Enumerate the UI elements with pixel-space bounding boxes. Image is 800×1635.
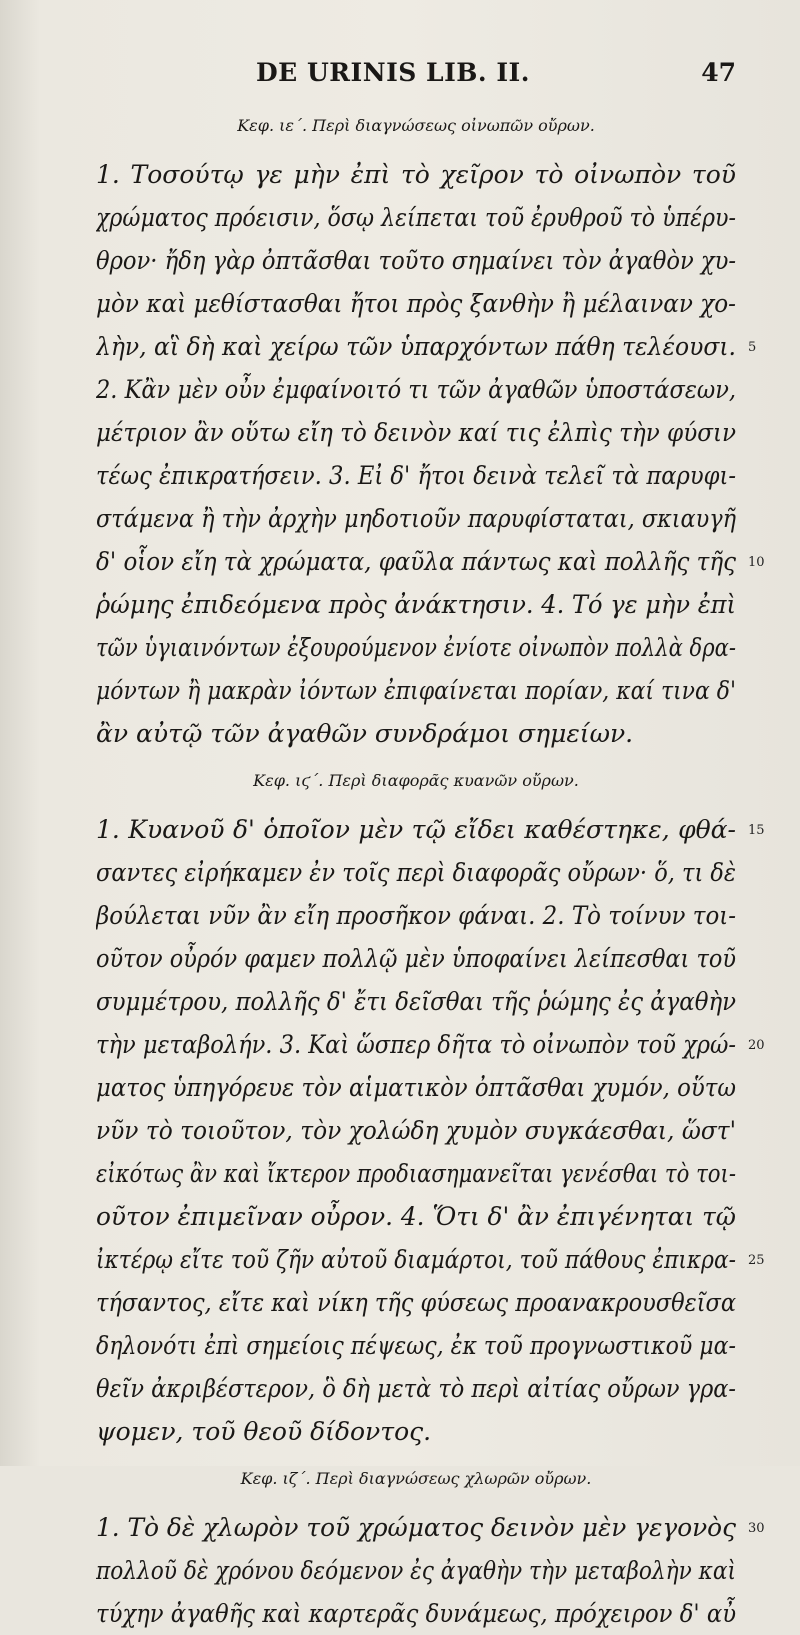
text-line — [96, 1238, 736, 1281]
text-line — [96, 196, 736, 239]
text-line-content: ἰκτέρῳ εἴτε τοῦ ζῆν αὐτοῦ διαμάρτοι, τοῦ πάθους ἐπικρα- — [96, 1245, 736, 1274]
text-line-content: τέως ἐπικρατήσειν. 3. Εἰ δ' ἤτοι δεινὰ τελεῖ τὰ παρυφι- — [96, 461, 736, 490]
text-line — [96, 894, 736, 937]
text-line — [96, 1152, 736, 1195]
text-line-content: εἰκότως ἂν καὶ ἴκτερον προδιασημανεῖται γενέσθαι τὸ τοι- — [96, 1159, 736, 1188]
margin-line-number: 10 — [748, 555, 765, 570]
text-line-content: 1. Κυανοῦ δ' ὁποῖον μὲν τῷ εἴδει καθέστηκε, φθά- — [96, 815, 736, 844]
text-line-content: χρώματος πρόεισιν, ὅσῳ λείπεται τοῦ ἐρυθροῦ τὸ ὑπέρυ- — [96, 203, 736, 232]
margin-line-number: 5 — [748, 340, 757, 355]
text-line — [96, 1195, 736, 1238]
text-line — [96, 808, 736, 851]
text-line-content: ματος ὑπηγόρευε τὸν αἱματικὸν ὀπτᾶσθαι χυμόν, οὕτω — [96, 1073, 736, 1102]
margin-line-number: 30 — [748, 1521, 765, 1536]
text-line-content: 1. Τὸ δὲ χλωρὸν τοῦ χρώματος δεινὸν μὲν γεγονὸς — [96, 1513, 736, 1542]
text-line — [96, 325, 736, 368]
text-line-content: 2. Κἂν μὲν οὖν ἐμφαίνοιτό τι τῶν ἀγαθῶν ὑποστάσεων, — [96, 375, 736, 404]
text-line-content: θεῖν ἀκριβέστερον, ὃ δὴ μετὰ τὸ περὶ αἰτίας οὔρων γρα- — [96, 1374, 736, 1403]
chapter-heading: Κεφ. ιϛ΄. Περὶ διαφορᾶς κυανῶν οὔρων. — [253, 771, 579, 790]
text-line-content: θρον· ἤδη γὰρ ὀπτᾶσθαι τοῦτο σημαίνει τὸν ἀγαθὸν χυ- — [96, 246, 736, 275]
text-line — [96, 1066, 736, 1109]
text-line-content: μέτριον ἂν οὕτω εἴη τὸ δεινὸν καί τις ἐλπὶς τὴν φύσιν — [96, 418, 736, 447]
text-line — [96, 1324, 736, 1367]
text-line-content: βούλεται νῦν ἂν εἴη προσῆκον φάναι. 2. Τὸ τοίνυν τοι- — [96, 901, 736, 930]
text-line — [96, 712, 736, 755]
margin-line-number: 20 — [748, 1038, 765, 1053]
running-head: DE URINIS LIB. II. — [256, 58, 530, 87]
margin-line-number: 15 — [748, 823, 765, 838]
text-line-content: τύχην ἀγαθῆς καὶ καρτερᾶς δυνάμεως, πρόχειρον δ' αὖ — [96, 1599, 736, 1628]
text-line-content: πολλοῦ δὲ χρόνου δεόμενον ἐς ἀγαθὴν τὴν μεταβολὴν καὶ — [96, 1556, 736, 1585]
text-line — [96, 454, 736, 497]
text-line — [96, 411, 736, 454]
text-line — [96, 937, 736, 980]
text-line — [96, 1109, 736, 1152]
text-line — [96, 1549, 736, 1592]
text-line — [96, 153, 736, 196]
text-line-content: τήσαντος, εἴτε καὶ νίκη τῆς φύσεως προανακρουσθεῖσα — [96, 1288, 736, 1317]
text-line — [96, 980, 736, 1023]
text-line — [96, 1281, 736, 1324]
text-line-content: οῦτον ἐπιμεῖναν οὖρον. 4. Ὅτι δ' ἂν ἐπιγένηται τῷ — [96, 1202, 736, 1231]
text-line-content: στάμενα ἢ τὴν ἀρχὴν μηδοτιοῦν παρυφίσταται, σκιαυγῆ — [96, 504, 736, 533]
text-line-content: τῶν ὑγιαινόντων ἐξουρούμενον ἐνίοτε οἰνωπὸν πολλὰ δρα- — [96, 633, 736, 662]
text-line-content: δ' οἷον εἴη τὰ χρώματα, φαῦλα πάντως καὶ πολλῆς τῆς — [96, 547, 736, 576]
text-line — [96, 497, 736, 540]
text-line — [96, 1367, 736, 1410]
text-line-content: τὴν μεταβολήν. 3. Καὶ ὥσπερ δῆτα τὸ οἰνωπὸν τοῦ χρώ- — [96, 1030, 736, 1059]
text-line-content: δηλονότι ἐπὶ σημείοις πέψεως, ἐκ τοῦ προγνωστικοῦ μα- — [96, 1331, 736, 1360]
text-line — [96, 540, 736, 583]
text-line-content: μόντων ἢ μακρὰν ἰόντων ἐπιφαίνεται πορίαν, καί τινα δ' — [96, 676, 736, 705]
text-line-content: 1. Τοσούτῳ γε μὴν ἐπὶ τὸ χεῖρον τὸ οἰνωπὸν τοῦ — [96, 160, 736, 189]
chapter-heading: Κεφ. ιζ΄. Περὶ διαγνώσεως χλωρῶν οὔρων. — [240, 1469, 592, 1488]
text-line — [96, 1592, 736, 1635]
text-line — [96, 282, 736, 325]
text-line-content: μὸν καὶ μεθίστασθαι ἤτοι πρὸς ξανθὴν ἢ μέλαιναν χο- — [96, 289, 736, 318]
text-line — [96, 1410, 736, 1453]
chapter-heading: Κεφ. ιε΄. Περὶ διαγνώσεως οἰνωπῶν οὔρων. — [237, 116, 595, 135]
text-line-content: λὴν, αἳ δὴ καὶ χείρω τῶν ὑπαρχόντων πάθη τελέουσι. — [96, 332, 736, 361]
text-line-content: σαντες εἰρήκαμεν ἐν τοῖς περὶ διαφορᾶς οὔρων· ὅ, τι δὲ — [96, 858, 736, 887]
text-line-content: συμμέτρου, πολλῆς δ' ἔτι δεῖσθαι τῆς ῥώμης ἐς ἀγαθὴν — [96, 987, 736, 1016]
text-line — [96, 851, 736, 894]
text-line — [96, 1506, 736, 1549]
text-line — [96, 583, 736, 626]
text-line-content: οῦτον οὖρόν φαμεν πολλῷ μὲν ὑποφαίνει λείπεσθαι τοῦ — [96, 944, 736, 973]
main-text — [96, 108, 736, 1635]
text-line-content: ῥώμης ἐπιδεόμενα πρὸς ἀνάκτησιν. 4. Τό γε μὴν ἐπὶ — [96, 590, 736, 619]
margin-line-number: 25 — [748, 1253, 765, 1268]
page-header — [96, 58, 736, 92]
text-line — [96, 626, 736, 669]
text-line-content: ἂν αὐτῷ τῶν ἀγαθῶν συνδράμοι σημείων. — [96, 719, 634, 748]
text-line — [96, 368, 736, 411]
text-line — [96, 669, 736, 712]
text-line-content: νῦν τὸ τοιοῦτον, τὸν χολώδη χυμὸν συγκάεσθαι, ὥστ' — [96, 1116, 736, 1145]
page-number: 47 — [701, 58, 736, 87]
text-line-content: ψομεν, τοῦ θεοῦ δίδοντος. — [96, 1417, 432, 1446]
text-line — [96, 1023, 736, 1066]
text-line — [96, 239, 736, 282]
